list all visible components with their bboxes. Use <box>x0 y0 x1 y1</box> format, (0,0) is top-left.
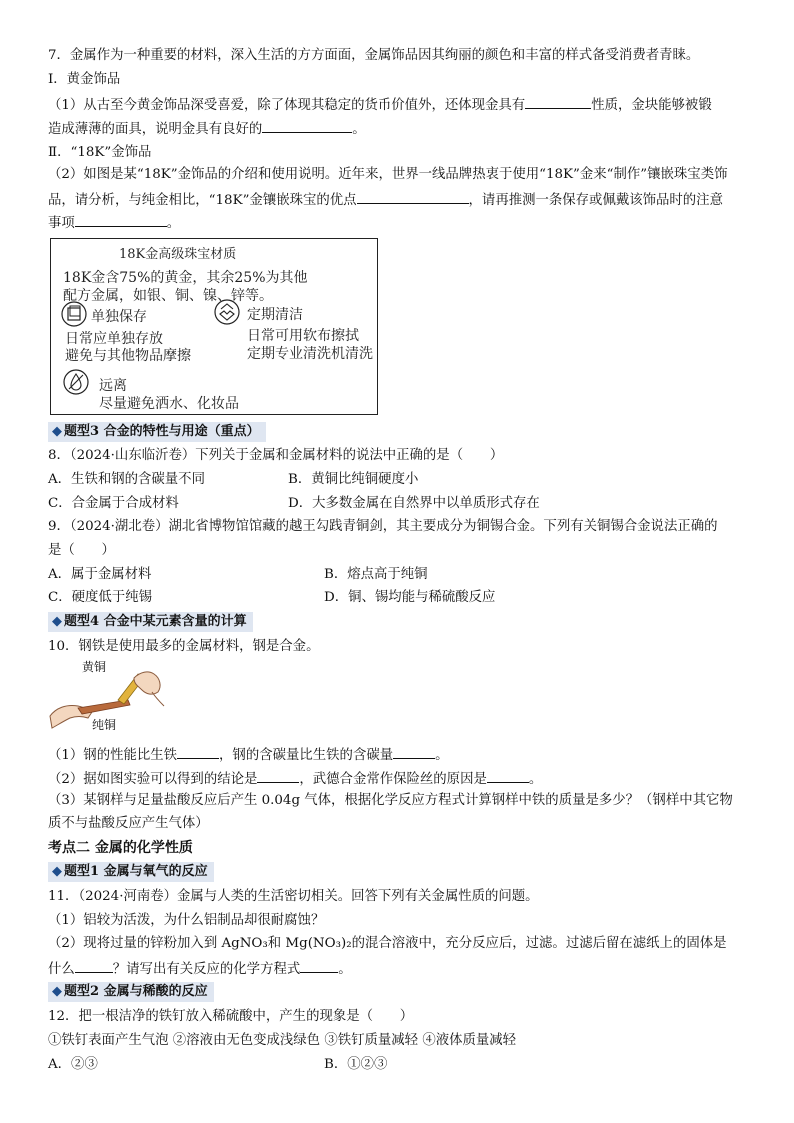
q7-blank-precaution[interactable] <box>75 212 167 227</box>
q10-q2-text-a: （2）据如图实验可以得到的结论是 <box>48 772 258 787</box>
q10-q3-line1: （3）某钢样与足量盐酸反应后产生 0.04g 气体，根据化学反应方程式计算钢样中铁的质量是多少？（钢样中其它物 <box>48 793 733 808</box>
q7-part2-title: Ⅱ．“18K”金饰品 <box>48 145 152 160</box>
q8-option-b[interactable]: B．黄铜比纯铜硬度小 <box>288 472 419 487</box>
fig-label-brass: 黄铜 <box>82 660 107 674</box>
q10-blank-carbon[interactable] <box>393 744 435 759</box>
q9-option-a[interactable]: A．属于金属材料 <box>48 567 152 582</box>
store-line2: 避免与其他物品摩擦 <box>65 348 191 364</box>
q9-option-b[interactable]: B．熔点高于纯铜 <box>324 567 428 582</box>
q10-q2-text-b: ，武德合金常作保险丝的原因是 <box>299 772 487 787</box>
box-desc-line1: 18K金含75%的黄金，其余25%为其他 <box>63 270 308 286</box>
q12-phenomena: ①铁钉表面产生气泡 ②溶液由无色变成浅绿色 ③铁钉质量减轻 ④液体质量减轻 <box>48 1033 517 1048</box>
no-drop-icon <box>63 369 89 395</box>
q10-q3-line2: 质不与盐酸反应产生气体） <box>48 816 209 831</box>
q7-blank-advantage[interactable] <box>357 189 469 204</box>
q7-q2-text-e: 。 <box>166 216 181 231</box>
diamond-icon: ◆ <box>52 614 62 629</box>
q8-option-a[interactable]: A．生铁和钢的含碳量不同 <box>48 472 205 487</box>
q7-part2-q2-line2 <box>48 189 723 209</box>
q10-blank-performance[interactable] <box>177 744 219 759</box>
q7-stem: 7．金属作为一种重要的材料，深入生活的方方面面，金属饰品因其绚丽的颜色和丰富的样式备受消费者青睐。 <box>48 48 700 63</box>
q10-blank-reason[interactable] <box>487 768 529 783</box>
clean-line2: 定期专业清洗机清洗 <box>247 346 373 362</box>
q10-blank-conclusion[interactable] <box>257 768 299 783</box>
diamond-icon: ◆ <box>52 864 62 879</box>
section-header-type1 <box>48 862 214 882</box>
q7-part1-q1-line1 <box>48 94 712 114</box>
diamond-hand-icon <box>214 299 240 325</box>
kaodian-heading: 考点二 金属的化学性质 <box>48 840 193 856</box>
q10-q1-text-b: ，钢的含碳量比生铁的含碳量 <box>219 748 394 763</box>
q7-q1-text-d: 。 <box>352 122 366 137</box>
section-header-type3 <box>48 422 266 442</box>
q7-part1-title: I．黄金饰品 <box>48 72 121 87</box>
box-desc-line2: 配方金属，如银、铜、镍、锌等。 <box>63 288 273 304</box>
away-title: 远离 <box>99 378 127 394</box>
q11-q2-text-c: ？请写出有关反应的化学方程式 <box>112 962 301 977</box>
store-title: 单独保存 <box>91 309 147 325</box>
q7-part2-q2-line1: （2）如图是某“18K”金饰品的介绍和使用说明。近年来，世界一线品牌热衷于使用“18K”金来“制作”镶嵌珠宝类饰 <box>48 167 728 182</box>
q12-stem: 12．把一根洁净的铁钉放入稀硫酸中，产生的现象是（ ） <box>48 1009 414 1024</box>
q8-option-c[interactable]: C．合金属于合成材料 <box>48 496 179 511</box>
q11-stem: 11．（2024·河南卷）金属与人类的生活密切相关。回答下列有关金属性质的问题。 <box>48 889 539 904</box>
q10-stem: 10．钢铁是使用最多的金属材料，钢是合金。 <box>48 639 320 654</box>
square-box-icon <box>61 301 87 327</box>
q10-q2-text-c: 。 <box>528 772 543 787</box>
diamond-icon: ◆ <box>52 984 62 999</box>
q7-q2-text-b: 品，请分析，与纯金相比，“18K”金镶嵌珠宝的优点 <box>48 193 357 208</box>
q7-q2-text-c: ，请再推测一条保存或佩戴该饰品时的注意 <box>468 193 723 208</box>
section-header-type2 <box>48 982 214 1002</box>
q10-q2 <box>48 768 542 788</box>
q10-q1 <box>48 744 449 764</box>
q10-q1-text-c: 。 <box>435 748 449 763</box>
q7-blank-ductility[interactable] <box>262 118 352 133</box>
q11-blank-equation[interactable] <box>300 958 338 973</box>
q7-q1-text-c: 造成薄薄的面具，说明金具有良好的 <box>48 122 263 137</box>
q7-q1-text-b: 性质，金块能够被锻 <box>591 98 712 113</box>
q11-blank-solid[interactable] <box>75 958 113 973</box>
clean-line1: 日常可用软布擦拭 <box>247 328 359 344</box>
q11-q2-text-b: 什么 <box>48 962 75 977</box>
clean-title: 定期清洁 <box>247 307 303 323</box>
q7-part1-q1-line2 <box>48 118 366 138</box>
q7-blank-property[interactable] <box>525 94 591 109</box>
section-title: 题型2 金属与稀酸的反应 <box>64 984 208 999</box>
q7-q1-text-a: （1）从古至今黄金饰品深受喜爱，除了体现其稳定的货币价值外，还体现金具有 <box>48 98 526 113</box>
jewelry-info-box <box>50 238 378 415</box>
section-title: 题型4 合金中某元素含量的计算 <box>64 614 247 629</box>
q9-stem-line2: 是（ ） <box>48 543 115 558</box>
store-line1: 日常应单独存放 <box>65 331 163 347</box>
q8-stem: 8．（2024·山东临沂卷）下列关于金属和金属材料的说法中正确的是（ ） <box>48 448 504 463</box>
diamond-icon: ◆ <box>52 424 62 439</box>
section-header-type4 <box>48 612 253 632</box>
q12-option-a[interactable]: A．②③ <box>48 1057 98 1072</box>
q11-q2-text-d: 。 <box>338 962 352 977</box>
q12-option-b[interactable]: B．①②③ <box>324 1057 388 1072</box>
fig-label-copper: 纯铜 <box>92 718 117 732</box>
q9-option-c[interactable]: C．硬度低于纯锡 <box>48 590 152 605</box>
q7-q2-text-d: 事项 <box>48 216 75 231</box>
section-title: 题型3 合金的特性与用途（重点） <box>64 424 260 439</box>
q9-option-d[interactable]: D．铜、锡均能与稀硫酸反应 <box>324 590 496 605</box>
brass-copper-scratch-figure <box>48 656 168 734</box>
q11-q2-line1: （2）现将过量的锌粉加入到 AgNO₃和 Mg(NO₃)₂的混合溶液中，充分反应后，过滤。过滤后留在滤纸上的固体是 <box>48 936 727 951</box>
q9-stem-line1: 9．（2024·湖北卷）湖北省博物馆馆藏的越王勾践青铜剑，其主要成分为铜锡合金。下列有关铜锡合金说法正确的 <box>48 519 718 534</box>
box-title: 18K金高级珠宝材质 <box>119 247 237 262</box>
section-title: 题型1 金属与氧气的反应 <box>64 864 208 879</box>
q7-part2-q2-line3 <box>48 212 180 232</box>
q8-option-d[interactable]: D．大多数金属在自然界中以单质形式存在 <box>288 496 540 511</box>
away-line1: 尽量避免洒水、化妆品 <box>99 396 239 412</box>
q11-q1: （1）铝较为活泼，为什么铝制品却很耐腐蚀？ <box>48 913 325 928</box>
q10-q1-text-a: （1）钢的性能比生铁 <box>48 748 178 763</box>
q11-q2-line2 <box>48 958 352 978</box>
